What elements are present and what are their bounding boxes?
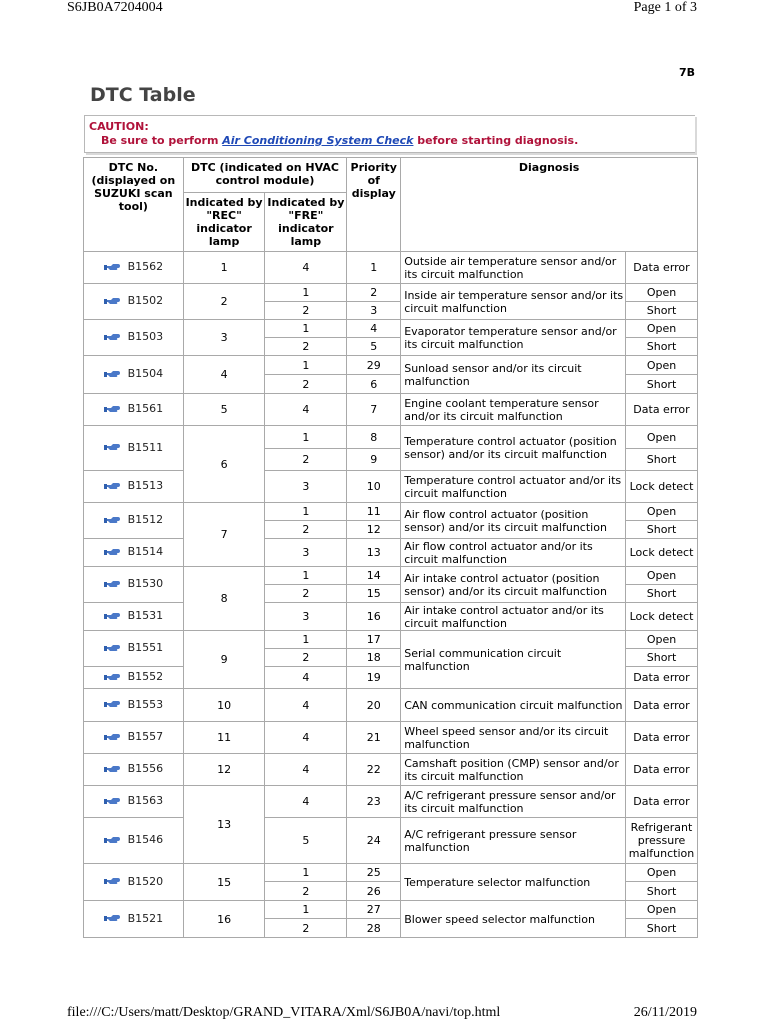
table-row (84, 901, 698, 919)
diagnosis-text: Air flow control actuator (position sensor) and/or its circuit malfunction (401, 503, 626, 539)
rec-lamp-value: 12 (183, 754, 265, 786)
pointing-hand-icon[interactable] (104, 481, 122, 491)
diagnosis-result: Open (626, 864, 698, 882)
rec-lamp-value: 5 (183, 394, 265, 426)
dtc-table-container (83, 157, 698, 957)
diagnosis-text: Serial communication circuit malfunction (401, 631, 626, 689)
fre-lamp-value: 2 (265, 882, 347, 901)
table-row (84, 754, 698, 786)
diagnosis-result: Open (626, 426, 698, 449)
priority-value: 8 (347, 426, 401, 449)
dtc-code-cell (84, 689, 184, 722)
diagnosis-result: Short (626, 375, 698, 394)
priority-value: 14 (347, 567, 401, 585)
rec-lamp-value: 7 (183, 503, 265, 567)
table-row (84, 818, 698, 864)
fre-lamp-value: 1 (265, 426, 347, 449)
dtc-link[interactable] (104, 762, 164, 775)
dtc-code-cell (84, 631, 184, 667)
dtc-link[interactable] (104, 545, 164, 558)
dtc-code-cell (84, 356, 184, 394)
pointing-hand-icon[interactable] (104, 547, 122, 557)
dtc-code-cell (84, 471, 184, 503)
rec-lamp-value: 3 (183, 320, 265, 356)
diagnosis-text: A/C refrigerant pressure sensor malfunction (401, 818, 626, 864)
diagnosis-result: Short (626, 919, 698, 938)
diagnosis-result: Short (626, 449, 698, 471)
pointing-hand-icon[interactable] (104, 699, 122, 709)
fre-lamp-value: 3 (265, 603, 347, 631)
fre-lamp-value: 5 (265, 818, 347, 864)
pointing-hand-icon[interactable] (104, 876, 122, 886)
diagnosis-result: Open (626, 356, 698, 375)
dtc-link[interactable] (104, 260, 164, 273)
priority-value: 15 (347, 585, 401, 603)
dtc-code-cell (84, 786, 184, 818)
dtc-code-cell (84, 901, 184, 938)
caution-text-before: Be sure to perform (101, 134, 223, 147)
fre-lamp-value: 2 (265, 338, 347, 356)
diagnosis-result: Data error (626, 394, 698, 426)
diagnosis-result: Data error (626, 786, 698, 818)
dtc-code[interactable]: B1514 (127, 545, 164, 559)
dtc-link[interactable] (104, 402, 164, 415)
table-row (84, 320, 698, 338)
table-row (84, 603, 698, 631)
fre-lamp-value: 1 (265, 284, 347, 302)
fre-lamp-value: 3 (265, 471, 347, 503)
rec-lamp-value: 9 (183, 631, 265, 689)
priority-value: 17 (347, 631, 401, 649)
pointing-hand-icon[interactable] (104, 835, 122, 845)
fre-lamp-value: 4 (265, 394, 347, 426)
diagnosis-text: Air flow control actuator and/or its circuit malfunction (401, 539, 626, 567)
table-row (84, 503, 698, 521)
fre-lamp-value: 4 (265, 252, 347, 284)
dtc-code[interactable]: B1512 (127, 513, 164, 527)
diagnosis-result: Short (626, 649, 698, 667)
dtc-code-cell (84, 722, 184, 754)
dtc-code-cell (84, 539, 184, 567)
rec-lamp-value: 2 (183, 284, 265, 320)
dtc-code-cell (84, 567, 184, 603)
priority-value: 20 (347, 689, 401, 722)
priority-value: 26 (347, 882, 401, 901)
table-row (84, 394, 698, 426)
fre-lamp-value: 1 (265, 864, 347, 882)
dtc-code-cell (84, 320, 184, 356)
rec-lamp-value: 6 (183, 426, 265, 503)
priority-value: 25 (347, 864, 401, 882)
priority-value: 7 (347, 394, 401, 426)
dtc-link[interactable] (104, 577, 164, 590)
diagnosis-result: Open (626, 320, 698, 338)
dtc-code[interactable]: B1563 (127, 794, 164, 808)
priority-value: 5 (347, 338, 401, 356)
dtc-code[interactable]: B1531 (127, 609, 164, 623)
priority-value: 28 (347, 919, 401, 938)
fre-lamp-value: 4 (265, 754, 347, 786)
priority-value: 27 (347, 901, 401, 919)
header-diagnosis: Diagnosis (401, 158, 698, 252)
dtc-code[interactable]: B1551 (127, 641, 164, 655)
dtc-code-cell (84, 754, 184, 786)
rec-lamp-value: 8 (183, 567, 265, 631)
dtc-code[interactable]: B1530 (127, 577, 164, 591)
dtc-link[interactable] (104, 479, 164, 492)
priority-value: 23 (347, 786, 401, 818)
diagnosis-result: Data error (626, 252, 698, 284)
dtc-code[interactable]: B1562 (127, 260, 164, 274)
pointing-hand-icon[interactable] (104, 262, 122, 272)
dtc-link[interactable] (104, 641, 164, 654)
dtc-link[interactable] (104, 698, 164, 711)
header-priority: Priority of display (347, 158, 401, 252)
diagnosis-text: Inside air temperature sensor and/or its circuit malfunction (401, 284, 626, 320)
diagnosis-result: Open (626, 631, 698, 649)
diagnosis-result: Short (626, 302, 698, 320)
dtc-link[interactable] (104, 730, 164, 743)
diagnosis-result: Data error (626, 689, 698, 722)
fre-lamp-value: 1 (265, 567, 347, 585)
fre-lamp-value: 4 (265, 786, 347, 818)
diagnosis-text: Camshaft position (CMP) sensor and/or its circuit malfunction (401, 754, 626, 786)
fre-lamp-value: 2 (265, 919, 347, 938)
fre-lamp-value: 1 (265, 503, 347, 521)
document-id: S6JB0A7204004 (67, 0, 163, 15)
rec-lamp-value: 10 (183, 689, 265, 722)
dtc-code[interactable]: B1520 (127, 874, 164, 888)
header-dtc-no: DTC No. (displayed on SUZUKI scan tool) (84, 158, 184, 252)
diagnosis-result: Short (626, 338, 698, 356)
priority-value: 10 (347, 471, 401, 503)
dtc-link[interactable] (104, 609, 164, 622)
table-row (84, 689, 698, 722)
pointing-hand-icon[interactable] (104, 672, 122, 682)
dtc-link[interactable] (104, 330, 164, 343)
diagnosis-result: Open (626, 901, 698, 919)
priority-value: 22 (347, 754, 401, 786)
pointing-hand-icon[interactable] (104, 515, 122, 525)
dtc-link[interactable] (104, 294, 164, 307)
fre-lamp-value: 2 (265, 375, 347, 394)
page-number: Page 1 of 3 (633, 0, 697, 15)
table-row (84, 539, 698, 567)
rec-lamp-value: 11 (183, 722, 265, 754)
rec-lamp-value: 1 (183, 252, 265, 284)
table-row (84, 631, 698, 649)
diagnosis-result: Open (626, 284, 698, 302)
diagnosis-text: Air intake control actuator and/or its circuit malfunction (401, 603, 626, 631)
diagnosis-result: Lock detect (626, 539, 698, 567)
dtc-link[interactable] (104, 367, 164, 380)
table-row (84, 356, 698, 375)
diagnosis-text: Blower speed selector malfunction (401, 901, 626, 938)
dtc-code[interactable]: B1513 (127, 479, 164, 493)
dtc-link[interactable] (104, 670, 164, 683)
fre-lamp-value: 4 (265, 667, 347, 689)
rec-lamp-value: 4 (183, 356, 265, 394)
dtc-link[interactable] (104, 833, 164, 846)
diagnosis-result: Lock detect (626, 471, 698, 503)
pointing-hand-icon[interactable] (104, 796, 122, 806)
rec-lamp-value: 16 (183, 901, 265, 938)
table-row (84, 786, 698, 818)
dtc-link[interactable] (104, 441, 164, 454)
rec-lamp-value: 13 (183, 786, 265, 864)
dtc-link[interactable] (104, 875, 164, 888)
table-row (84, 864, 698, 882)
table-row (84, 252, 698, 284)
caution-text (101, 134, 578, 147)
diagnosis-result: Data error (626, 754, 698, 786)
pointing-hand-icon[interactable] (104, 579, 122, 589)
pointing-hand-icon[interactable] (104, 296, 122, 306)
priority-value: 9 (347, 449, 401, 471)
fre-lamp-value: 2 (265, 521, 347, 539)
diagnosis-text: Temperature control actuator (position sensor) and/or its circuit malfunction (401, 426, 626, 471)
pointing-hand-icon[interactable] (104, 404, 122, 414)
caution-box (84, 115, 695, 153)
priority-value: 12 (347, 521, 401, 539)
header-hvac-dtc: DTC (indicated on HVAC control module) (183, 158, 347, 193)
table-row (84, 567, 698, 585)
dtc-code-cell (84, 394, 184, 426)
priority-value: 11 (347, 503, 401, 521)
caution-text-after: before starting diagnosis. (413, 134, 579, 147)
fre-lamp-value: 1 (265, 631, 347, 649)
dtc-code[interactable]: B1556 (127, 762, 164, 776)
fre-lamp-value: 4 (265, 689, 347, 722)
priority-value: 3 (347, 302, 401, 320)
dtc-code-cell (84, 667, 184, 689)
diagnosis-result: Short (626, 585, 698, 603)
caution-label: CAUTION: (89, 120, 149, 133)
dtc-code[interactable]: B1511 (127, 440, 164, 454)
dtc-code[interactable]: B1553 (127, 697, 164, 711)
priority-value: 21 (347, 722, 401, 754)
pointing-hand-icon[interactable] (104, 611, 122, 621)
priority-value: 16 (347, 603, 401, 631)
diagnosis-result: Lock detect (626, 603, 698, 631)
rec-lamp-value: 15 (183, 864, 265, 901)
dtc-code[interactable]: B1546 (127, 833, 164, 847)
dtc-code[interactable]: B1503 (127, 330, 164, 344)
header-fre-lamp: Indicated by "FRE" indicator lamp (265, 193, 347, 252)
dtc-code-cell (84, 284, 184, 320)
dtc-code[interactable]: B1521 (127, 911, 164, 925)
diagnosis-result: Refrigerant pressure malfunction (626, 818, 698, 864)
priority-value: 6 (347, 375, 401, 394)
page-title: DTC Table (90, 84, 196, 106)
fre-lamp-value: 2 (265, 649, 347, 667)
dtc-code[interactable]: B1561 (127, 402, 164, 416)
dtc-link[interactable] (104, 513, 164, 526)
dtc-link[interactable] (104, 794, 164, 807)
dtc-code-cell (84, 503, 184, 539)
priority-value: 19 (347, 667, 401, 689)
fre-lamp-value: 2 (265, 449, 347, 471)
diagnosis-text: Evaporator temperature sensor and/or its circuit malfunction (401, 320, 626, 356)
dtc-code[interactable]: B1552 (127, 670, 164, 684)
file-path: file:///C:/Users/matt/Desktop/GRAND_VITARA/Xml/S6JB0A/navi/top.html (67, 1005, 501, 1020)
diagnosis-text: Sunload sensor and/or its circuit malfunction (401, 356, 626, 394)
priority-value: 2 (347, 284, 401, 302)
pointing-hand-icon[interactable] (104, 764, 122, 774)
priority-value: 1 (347, 252, 401, 284)
dtc-link[interactable] (104, 912, 164, 925)
dtc-code[interactable]: B1504 (127, 367, 164, 381)
priority-value: 24 (347, 818, 401, 864)
diagnosis-text: Temperature control actuator and/or its circuit malfunction (401, 471, 626, 503)
ac-system-check-link[interactable]: Air Conditioning System Check (222, 134, 414, 147)
diagnosis-result: Open (626, 567, 698, 585)
pointing-hand-icon[interactable] (104, 442, 122, 452)
dtc-table (83, 157, 698, 938)
pointing-hand-icon[interactable] (104, 732, 122, 742)
dtc-code-cell (84, 864, 184, 901)
fre-lamp-value: 2 (265, 585, 347, 603)
dtc-code-cell (84, 603, 184, 631)
diagnosis-text: Wheel speed sensor and/or its circuit malfunction (401, 722, 626, 754)
table-row (84, 284, 698, 302)
diagnosis-text: Outside air temperature sensor and/or its circuit malfunction (401, 252, 626, 284)
section-code: 7B (679, 66, 696, 79)
pointing-hand-icon[interactable] (104, 369, 122, 379)
print-date: 26/11/2019 (633, 1005, 697, 1020)
dtc-code-cell (84, 818, 184, 864)
pointing-hand-icon[interactable] (104, 643, 122, 653)
fre-lamp-value: 1 (265, 320, 347, 338)
pointing-hand-icon[interactable] (104, 913, 122, 923)
diagnosis-text: CAN communication circuit malfunction (401, 689, 626, 722)
pointing-hand-icon[interactable] (104, 332, 122, 342)
diagnosis-text: Temperature selector malfunction (401, 864, 626, 901)
fre-lamp-value: 3 (265, 539, 347, 567)
table-row (84, 722, 698, 754)
diagnosis-text: Engine coolant temperature sensor and/or its circuit malfunction (401, 394, 626, 426)
fre-lamp-value: 2 (265, 302, 347, 320)
diagnosis-result: Data error (626, 722, 698, 754)
dtc-code[interactable]: B1502 (127, 294, 164, 308)
diagnosis-result: Open (626, 503, 698, 521)
table-row (84, 426, 698, 449)
priority-value: 29 (347, 356, 401, 375)
dtc-code[interactable]: B1557 (127, 730, 164, 744)
fre-lamp-value: 1 (265, 356, 347, 375)
priority-value: 18 (347, 649, 401, 667)
priority-value: 13 (347, 539, 401, 567)
diagnosis-text: A/C refrigerant pressure sensor and/or its circuit malfunction (401, 786, 626, 818)
table-row (84, 471, 698, 503)
diagnosis-result: Short (626, 882, 698, 901)
fre-lamp-value: 4 (265, 722, 347, 754)
header-rec-lamp: Indicated by "REC" indicator lamp (183, 193, 265, 252)
diagnosis-result: Data error (626, 667, 698, 689)
fre-lamp-value: 1 (265, 901, 347, 919)
diagnosis-text: Air intake control actuator (position sensor) and/or its circuit malfunction (401, 567, 626, 603)
priority-value: 4 (347, 320, 401, 338)
dtc-code-cell (84, 426, 184, 471)
diagnosis-result: Short (626, 521, 698, 539)
dtc-code-cell (84, 252, 184, 284)
